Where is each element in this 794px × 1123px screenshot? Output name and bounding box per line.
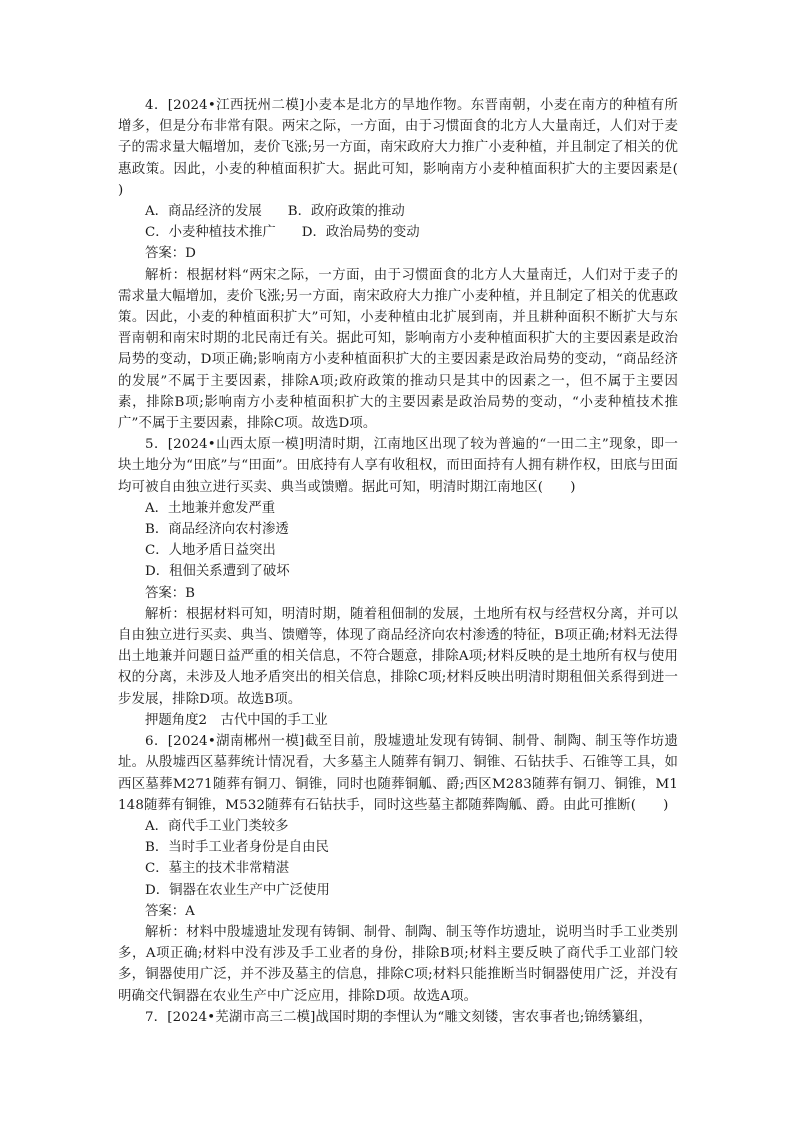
question-4-answer: 答案：D <box>145 246 196 262</box>
question-6-analysis: 解析：材料中殷墟遗址发现有铸铜、制骨、制陶、制玉等作坊遗址，说明当时手工业类别多，A项正确;材料中没有涉及手工业者的身份，排除B项;材料主要反映了商代手工业部门较多，铜器使用广泛，并不涉及墓主的信息，排除C项;材料只能推断当时铜器使用广泛，并没有明确交代铜器在农业生产中广泛应用，排除D项。故选A项。 <box>118 924 678 1004</box>
question-6-answer: 答案：A <box>145 903 195 919</box>
question-4-stem: 4．[2024•江西抚州二模]小麦本是北方的旱地作物。东晋南朝，小麦在南方的种植有所增多，但是分布非常有限。两宋之际，一方面，由于习惯面食的北方人大量南迁，人们对于麦子的需求量大幅增加，麦价飞涨;另一方面，南宋政府大力推广小麦种植，并且制定了相关的优惠政策。因此，小麦的种植面积扩大。据此可知，影响南方小麦种植面积扩大的主要因素是( ) <box>118 98 706 198</box>
question-5-stem: 5．[2024•山西太原一模]明清时期，江南地区出现了较为普遍的“一田二主”现象，即一块土地分为“田底”与“田面”。田底持有人享有收租权，而田面持有人拥有耕作权，田底与田面均可被自由独立进行买卖、典当或馈赠。据此可知，明清时期江南地区( ) <box>118 437 678 495</box>
question-6-stem: 6．[2024•湖南郴州一模]截至目前，殷墟遗址发现有铸铜、制骨、制陶、制玉等作坊遗址。从殷墟西区墓葬统计情况看，大多墓主人随葬有铜刀、铜锥、石钻扶手、石锥等工具，如西区墓葬M271随葬有铜刀、铜锥，同时也随葬铜觚、爵;西区M283随葬有铜刀、铜锥，M1148随葬有铜锥，M532随葬有石钻扶手，同时这些墓主都随葬陶觚、爵。由此可推断( ) <box>118 734 678 813</box>
question-6-option-a: A．商代手工业门类较多 <box>145 818 289 834</box>
question-4-option-d: D．政治局势的变动 <box>301 225 420 241</box>
question-6-option-b: B．当时手工业者身份是自由民 <box>145 840 329 856</box>
question-6-option-d: D．铜器在农业生产中广泛使用 <box>145 882 330 898</box>
question-4-option-b: B．政府政策的推动 <box>287 204 405 220</box>
question-5-analysis: 解析：根据材料可知，明清时期，随着租佃制的发展，土地所有权与经营权分离，并可以自由独立进行买卖、典当、馈赠等，体现了商品经济向农村渗透的特征，B项正确;材料无法得出土地兼并问题日益严重的相关信息，不符合题意，排除A项;材料反映的是土地所有权与使用权的分离，未涉及人地矛盾突出的相关信息，排除C项;材料反映出明清时期租佃关系得到进一步发展，排除D项。故选B项。 <box>118 606 678 707</box>
question-5-option-d: D．租佃关系遭到了破坏 <box>145 564 290 580</box>
question-5-option-c: C．人地矛盾日益突出 <box>145 543 276 559</box>
question-4-option-a: A．商品经济的发展 <box>145 204 262 220</box>
question-5-option-a: A．土地兼并愈发严重 <box>145 500 276 516</box>
question-6-option-c: C．墓主的技术非常精湛 <box>145 861 290 877</box>
question-4-options-row-1 <box>118 201 678 222</box>
question-5-answer: 答案：B <box>145 585 196 601</box>
document-page <box>118 95 706 1028</box>
question-4-analysis: 解析：根据材料“两宋之际，一方面，由于习惯面食的北方人大量南迁，人们对于麦子的需求量大幅增加，麦价飞涨;另一方面，南宋政府大力推广小麦种植，并且制定了相关的优惠政策。因此，小麦的种植面积扩大”可知，小麦种植由北扩展到南，并且耕种面积不断扩大与东晋南朝和南宋时期的北民南迁有关。据此可知，影响南方小麦种植面积扩大的主要因素是政治局势的变动，D项正确;影响南方小麦种植面积扩大的主要因素是政治局势的变动，“商品经济的发展”不属于主要因素，排除A项;政府政策的推动只是其中的因素之一，但不属于主要因素，排除B项;影响南方小麦种植面积扩大的主要因素是政治局势的变动，“小麦种植技术推广”不属于主要因素，排除C项。故选D项。 <box>118 267 678 432</box>
question-7-stem: 7．[2024•芜湖市高三二模]战国时期的李悝认为“雕文刻镂，害农事者也;锦绣纂组， <box>145 1009 653 1025</box>
question-4-option-c: C．小麦种植技术推广 <box>145 225 276 241</box>
question-4-options-row-2 <box>118 222 678 243</box>
question-5-option-b: B．商品经济向农村渗透 <box>145 522 289 538</box>
section-heading: 押题角度2 古代中国的手工业 <box>145 712 328 728</box>
